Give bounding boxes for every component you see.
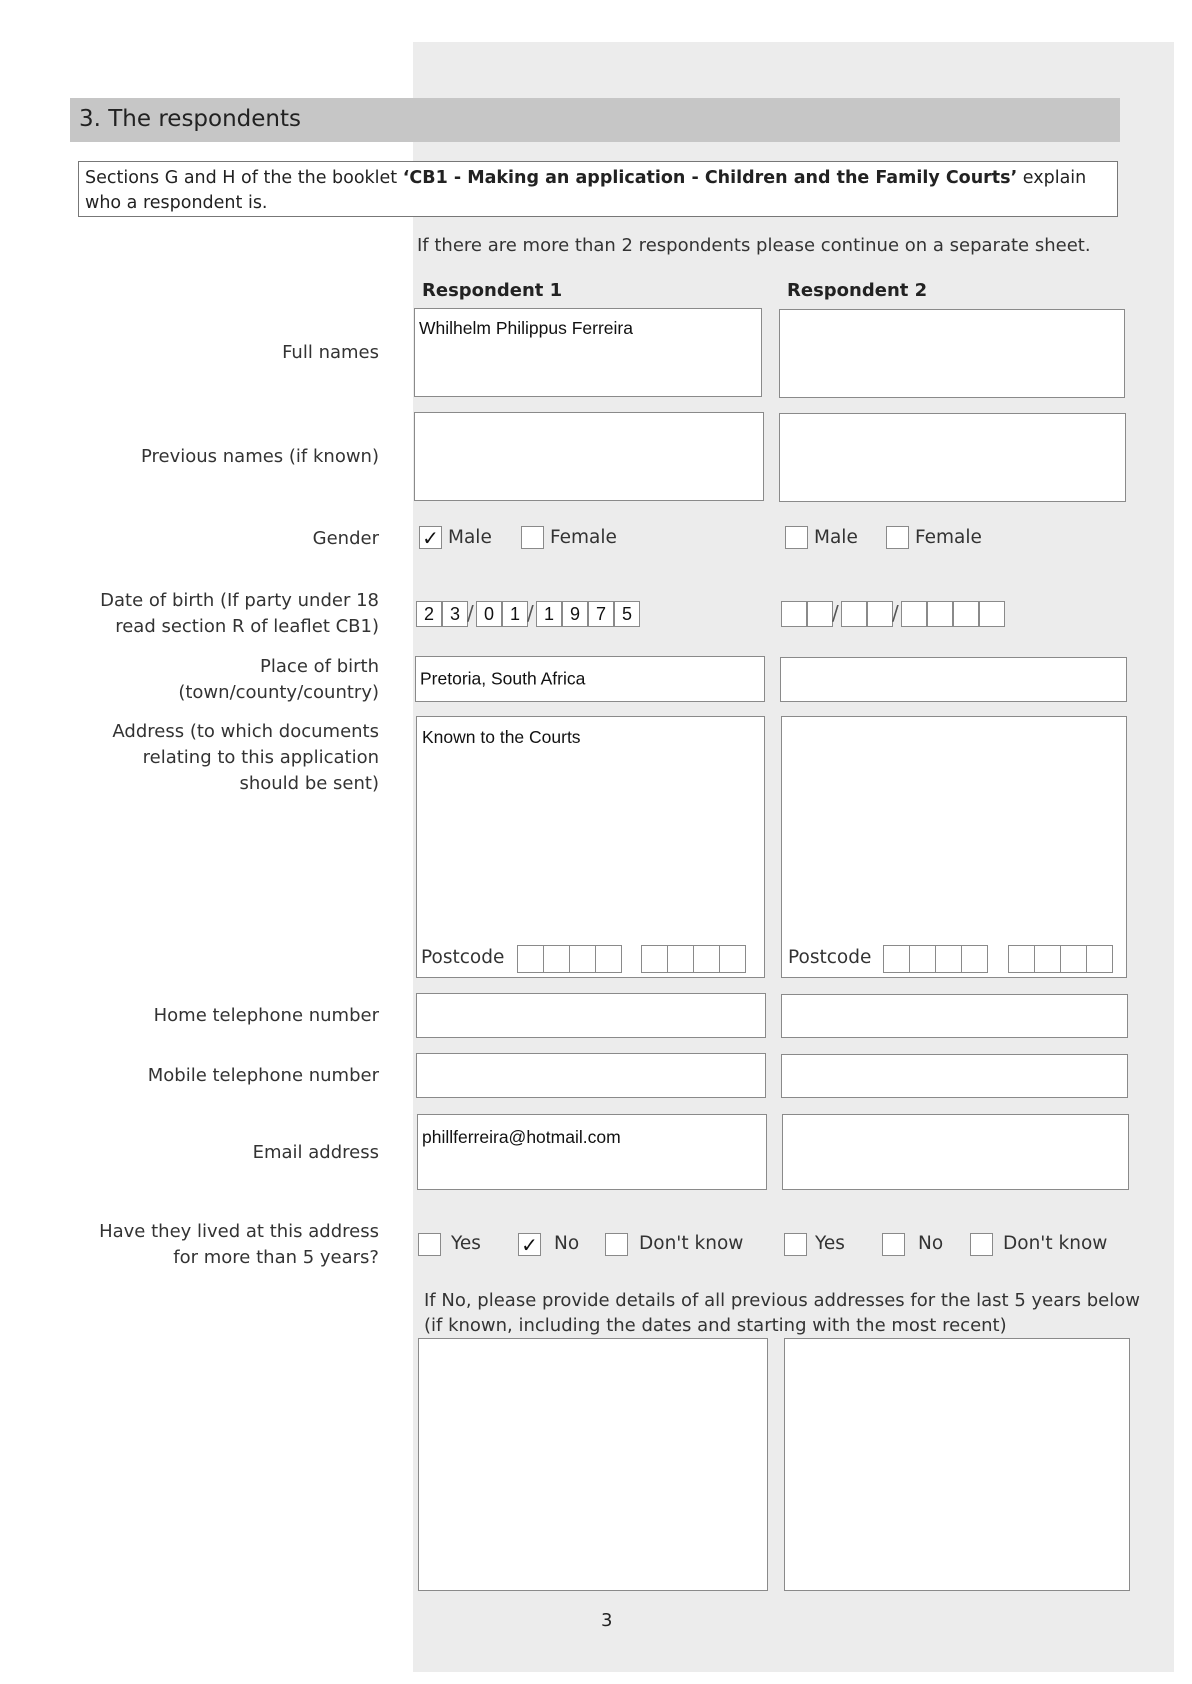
r1-postcode-outward[interactable] [517,945,621,973]
r1-lived-dont-know-checkbox[interactable] [605,1233,628,1256]
r1-dob-year-4[interactable]: 5 [614,601,640,627]
r2-place-of-birth-field[interactable] [780,657,1127,702]
address-label-line-2: relating to this application [142,747,379,768]
respondent-1-heading: Respondent 1 [422,280,563,301]
r2-email-field[interactable] [782,1114,1129,1190]
r1-postcode-inward[interactable] [641,945,745,973]
r1-dob-month-1[interactable]: 0 [476,601,502,627]
lived-label-line-1: Have they lived at this address [99,1221,379,1242]
r1-place-of-birth-value: Pretoria, South Africa [420,668,586,689]
r1-date-of-birth[interactable] [416,600,640,628]
r1-full-names-field[interactable] [414,308,762,397]
r1-lived-yes-checkbox[interactable] [418,1233,441,1256]
r2-lived-dont-know-checkbox[interactable] [970,1233,993,1256]
r2-lived-no-checkbox[interactable] [882,1233,905,1256]
dob-separator: / [467,601,474,625]
r1-address-field[interactable] [416,716,765,978]
r2-postcode-label: Postcode [788,947,872,968]
page-number: 3 [601,1610,613,1631]
r1-previous-names-field[interactable] [414,412,764,501]
r1-email-value: phillferreira@hotmail.com [422,1127,621,1147]
r2-previous-names-field[interactable] [779,413,1126,502]
r1-female-label: Female [550,527,617,548]
r2-lived-yes-label: Yes [815,1233,845,1254]
r1-home-telephone-field[interactable] [416,993,766,1038]
r2-dob-month-2[interactable] [867,601,893,627]
previous-addresses-note [424,1288,1140,1338]
r1-dob-year-1[interactable]: 1 [536,601,562,627]
dob-label-line-1: Date of birth (If party under 18 [100,590,379,611]
booklet-title: ‘CB1 - Making an application - Children and the Family Courts’ [402,168,1018,188]
r1-dob-day-1[interactable]: 2 [416,601,442,627]
r2-full-names-field[interactable] [779,309,1125,398]
r1-dob-month-2[interactable]: 1 [502,601,528,627]
r1-lived-no-label: No [554,1233,580,1254]
address-label-line-1: Address (to which documents [112,721,379,742]
section-header [70,98,1120,142]
r2-dob-year-3[interactable] [953,601,979,627]
r2-dob-day-1[interactable] [781,601,807,627]
r2-dob-day-2[interactable] [807,601,833,627]
r2-mobile-telephone-field[interactable] [781,1054,1128,1098]
r2-dob-month-1[interactable] [841,601,867,627]
r2-postcode-outward[interactable] [883,945,987,973]
r1-address-value: Known to the Courts [422,727,581,747]
r1-female-checkbox[interactable] [521,526,544,549]
r2-dob-year-1[interactable] [901,601,927,627]
address-label-line-3: should be sent) [239,773,379,794]
r1-lived-dont-know-label: Don't know [639,1233,744,1254]
r1-dob-year-2[interactable]: 9 [562,601,588,627]
r2-male-checkbox[interactable] [785,526,808,549]
email-label: Email address [252,1142,379,1163]
mobile-telephone-label: Mobile telephone number [147,1065,379,1086]
dob-label-line-2: read section R of leaflet CB1) [115,616,379,637]
r1-lived-yes-label: Yes [451,1233,481,1254]
pob-label-line-2: (town/county/country) [178,682,379,703]
dob-separator: / [527,601,534,625]
pob-label-line-1: Place of birth [260,656,379,677]
previous-addresses-note-line-1: If No, please provide details of all previous addresses for the last 5 years below [424,1290,1140,1311]
r2-previous-addresses-field[interactable] [784,1338,1130,1591]
respondents-note: If there are more than 2 respondents please continue on a separate sheet. [417,235,1091,256]
intro-text-post: explain who a respondent is. [85,168,1087,213]
dob-separator: / [892,601,899,625]
r2-female-checkbox[interactable] [886,526,909,549]
intro-text-pre: Sections G and H of the the booklet [85,168,403,188]
r2-lived-dont-know-label: Don't know [1003,1233,1108,1254]
r2-address-field[interactable] [781,716,1127,978]
r2-dob-year-4[interactable] [979,601,1005,627]
r2-dob-year-2[interactable] [927,601,953,627]
r2-female-label: Female [915,527,982,548]
full-names-label: Full names [282,342,379,363]
r1-dob-day-2[interactable]: 3 [442,601,468,627]
lived-label-line-2: for more than 5 years? [173,1247,379,1268]
r1-previous-addresses-field[interactable] [418,1338,768,1591]
r1-lived-no-checkbox[interactable]: ✓ [518,1233,541,1256]
section-title: 3. The respondents [79,106,302,132]
r2-postcode-inward[interactable] [1008,945,1112,973]
intro-box [78,161,1118,217]
r1-mobile-telephone-field[interactable] [416,1053,766,1098]
r1-dob-year-3[interactable]: 7 [588,601,614,627]
r1-male-label: Male [448,527,492,548]
r1-full-names-value: Whilhelm Philippus Ferreira [419,318,633,338]
r2-date-of-birth[interactable] [781,600,1005,628]
r1-email-field[interactable] [417,1114,767,1190]
r2-lived-yes-checkbox[interactable] [784,1233,807,1256]
dob-separator: / [832,601,839,625]
r2-lived-no-label: No [918,1233,944,1254]
respondent-2-heading: Respondent 2 [787,280,928,301]
r2-home-telephone-field[interactable] [781,994,1128,1038]
r1-postcode-label: Postcode [421,947,505,968]
gender-label: Gender [312,528,379,549]
r2-male-label: Male [814,527,858,548]
r1-male-checkbox[interactable]: ✓ [419,526,442,549]
previous-names-label: Previous names (if known) [140,446,379,467]
previous-addresses-note-line-2: (if known, including the dates and starting with the most recent) [424,1315,1007,1336]
home-telephone-label: Home telephone number [153,1005,379,1026]
r1-place-of-birth-field[interactable] [415,656,765,702]
